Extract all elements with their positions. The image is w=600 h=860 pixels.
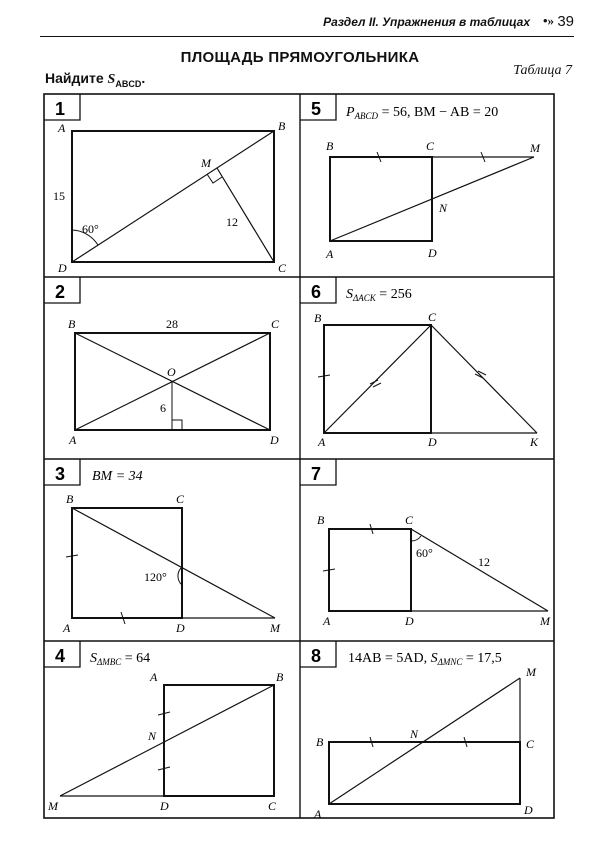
cell-2-value-6: 6 — [160, 401, 166, 415]
cell-6-point-k: K — [530, 435, 539, 449]
cell-5-point-b: B — [326, 139, 334, 153]
cell-7-figure — [317, 513, 551, 628]
cell-6-condition: $S_{\Delta ACK} = 256$ — [346, 287, 412, 303]
cell-8-point-c: C — [526, 737, 535, 751]
cell-7-point-m: M — [540, 614, 550, 628]
task-prefix: Найдите — [45, 70, 108, 86]
cell-2-point-d: D — [270, 433, 279, 447]
cell-2-point-a: A — [69, 433, 77, 447]
cell-5-point-n: N — [439, 201, 448, 215]
cell-1-value-15: 15 — [53, 189, 65, 203]
cell-8-point-d: D — [524, 803, 533, 817]
cell-4-point-n: N — [148, 729, 157, 743]
page-number: 39 — [557, 13, 574, 30]
cell-1-figure — [53, 119, 287, 275]
cell-2-point-o: O — [167, 365, 176, 379]
cell-1-value-angle: 60° — [82, 222, 99, 236]
cell-5-point-d: D — [428, 246, 437, 260]
cell-8-figure — [313, 651, 537, 821]
cell-1-point-d: D — [58, 261, 67, 275]
cell-8-point-n: N — [410, 727, 419, 741]
cell-5-condition: $P_{ABCD} = 56$, BM − AB = 20 — [346, 105, 499, 121]
task-sub: ABCD — [115, 78, 142, 89]
section-title: Раздел II. Упражнения в таблицах — [323, 15, 530, 29]
cell-5-point-c: C — [426, 139, 435, 153]
cell-6-point-a: A — [318, 435, 326, 449]
cell-1-point-a: A — [58, 121, 66, 135]
cell-1-point-b: B — [278, 119, 286, 133]
cell-6-point-d: D — [428, 435, 437, 449]
cell-8-point-b: B — [316, 735, 324, 749]
cell-2-value-28: 28 — [166, 317, 178, 331]
table-grid — [44, 94, 554, 818]
cell-1-value-12: 12 — [226, 215, 238, 229]
cell-4-figure — [47, 651, 284, 813]
cell-6-point-c: C — [428, 310, 437, 324]
cell-4-point-a: A — [150, 670, 158, 684]
cell-6-number: 6 — [311, 282, 322, 302]
cell-7-point-a: A — [323, 614, 331, 628]
cell-8-point-m: M — [526, 665, 536, 679]
task-s: S — [107, 72, 116, 87]
cell-2-figure — [68, 317, 280, 447]
cell-5-point-m: M — [530, 141, 540, 155]
cell-7-value-12: 12 — [478, 555, 490, 569]
cell-3-point-c: C — [176, 492, 185, 506]
cell-4-number: 4 — [55, 646, 66, 666]
task-suffix: . — [141, 70, 146, 86]
cell-8-number: 8 — [311, 646, 322, 666]
cell-4-point-m: M — [48, 799, 58, 813]
cell-5-number: 5 — [311, 99, 322, 119]
cell-6-point-b: B — [314, 311, 322, 325]
cell-1-point-c: C — [278, 261, 287, 275]
cell-2-point-c: C — [271, 317, 280, 331]
cell-8-point-a: A — [314, 807, 322, 821]
cell-3-figure — [62, 469, 281, 635]
cell-5-point-a: A — [326, 247, 334, 261]
section-arrow-icon: •» — [542, 13, 554, 28]
cell-7-point-b: B — [317, 513, 325, 527]
cell-2-number: 2 — [55, 282, 66, 302]
cell-4-point-b: B — [276, 670, 284, 684]
table-label: Таблица 7 — [513, 63, 572, 78]
cell-8-condition: 14AB = 5AD, $S_{\Delta MNC} = 17,5$ — [348, 651, 502, 667]
cell-4-condition: $S_{\Delta MBC} = 64$ — [90, 651, 151, 667]
cell-7-point-d: D — [405, 614, 414, 628]
cell-3-point-m: M — [270, 621, 280, 635]
cell-3-point-d: D — [176, 621, 185, 635]
cell-7-point-c: C — [405, 513, 414, 527]
cell-3-number: 3 — [55, 464, 66, 484]
cell-3-condition: BM = 34 — [92, 469, 143, 484]
cell-4-point-c: C — [268, 799, 277, 813]
cell-1-point-m: M — [201, 156, 211, 170]
cell-5-figure — [325, 105, 541, 261]
page-title: ПЛОЩАДЬ ПРЯМОУГОЛЬНИКА — [180, 49, 420, 66]
cell-4-point-d: D — [160, 799, 169, 813]
cell-3-point-b: B — [66, 492, 74, 506]
cell-7-value-angle: 60° — [416, 546, 433, 560]
cell-2-point-b: B — [68, 317, 76, 331]
cell-3-value-angle: 120° — [144, 570, 167, 584]
cell-1-number: 1 — [55, 99, 66, 119]
cell-7-number: 7 — [311, 464, 322, 484]
cell-6-figure — [314, 287, 539, 449]
cell-3-point-a: A — [63, 621, 71, 635]
